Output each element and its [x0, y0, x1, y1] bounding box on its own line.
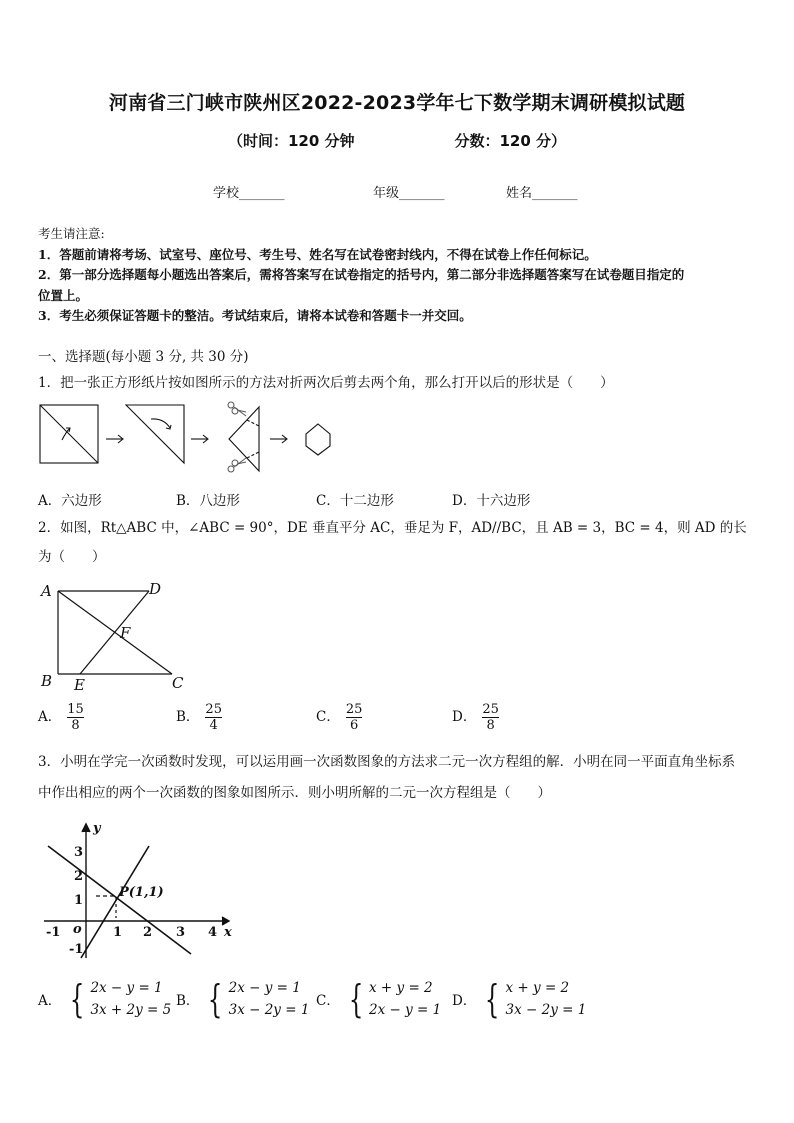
label-b: B [41, 672, 53, 690]
q3-option-d: D． { x + y = 2 3x − 2y = 1 [452, 977, 587, 1021]
q3-stem-line1: 3．小明在学完一次函数时发现，可以运用画一次函数图象的方法求二元一次方程组的解．小明在同一平面直角坐标系 [38, 754, 736, 770]
x-tick-neg1: -1 [46, 925, 61, 940]
folded-triangle [126, 405, 184, 463]
x-tick-1: 1 [113, 925, 123, 940]
q1-stem: 1．把一张正方形纸片按如图所示的方法对折两次后剪去两个角，那么打开以后的形状是（ ） [38, 375, 614, 391]
label-f: F [120, 624, 131, 642]
line-pos-slope [81, 846, 149, 958]
label-c: C [172, 674, 184, 692]
school-field: 学校_______ [213, 186, 285, 201]
notice-item-2-cont: 位置上。 [38, 287, 89, 303]
q3-stem [38, 747, 760, 809]
y-tick-2: 2 [74, 869, 84, 884]
q2-option-a: A． $\frac{15}{8}$ [38, 702, 84, 733]
q3-option-c: C． { x + y = 2 2x − y = 1 [316, 977, 442, 1021]
y-axis-label: y [93, 821, 101, 836]
q2-option-c: C． $\frac{25}{6}$ [316, 702, 363, 733]
q1-option-d: D．十六边形 [452, 493, 531, 509]
label-e: E [74, 676, 85, 694]
q1-folding-figure [36, 398, 346, 478]
grade-field: 年级_______ [373, 186, 445, 201]
notice-block [38, 224, 758, 327]
q3-stem-line2: 中作出相应的两个一次函数的图象如图所示．则小明所解的二元一次方程组是（ ） [38, 785, 551, 801]
y-tick-1: 1 [74, 893, 84, 908]
q3-option-a: A． { 2x − y = 1 3x + 2y = 5 [38, 977, 172, 1021]
label-d: D [149, 580, 162, 598]
notice-heading: 考生请注意: [38, 226, 105, 241]
scissors-icon-top [228, 402, 246, 416]
q2-triangle-figure [36, 578, 196, 696]
result-shape [306, 424, 330, 455]
notice-item-1: 1．答题前请将考场、试室号、座位号、考生号、姓名写在试卷密封线内，不得在试卷上作任何标记。 [38, 246, 597, 262]
x-tick-3: 3 [176, 925, 186, 940]
name-field: 姓名_______ [506, 186, 578, 201]
x-tick-2: 2 [143, 925, 153, 940]
y-tick-neg1: -1 [69, 942, 84, 957]
q3-option-b: B． { 2x − y = 1 3x − 2y = 1 [176, 977, 310, 1021]
exam-time-score [0, 130, 794, 151]
notice-item-2: 2．第一部分选择题每小题选出答案后，需将答案写在试卷指定的括号内，第二部分非选择题答案写在试卷题目指定的 [38, 267, 685, 282]
time-label: （时间：120 分钟 [227, 132, 355, 150]
x-tick-4: 4 [208, 925, 218, 940]
q3-function-graph [36, 818, 236, 963]
x-axis-label: x [224, 925, 232, 940]
y-tick-3: 3 [74, 845, 84, 860]
q1-option-a: A．六边形 [38, 493, 102, 509]
notice-item-3: 3．考生必须保证答题卡的整洁。考试结束后，请将本试卷和答题卡一并交回。 [38, 308, 472, 323]
q2-option-b: B． $\frac{25}{4}$ [176, 702, 222, 733]
point-p-label: P(1,1) [119, 885, 164, 900]
q1-option-b: B．八边形 [176, 493, 240, 509]
q2-option-d: D． $\frac{25}{8}$ [452, 702, 499, 733]
q2-stem-line2: 为（ ） [38, 549, 106, 565]
q2-stem-line1: 2．如图，Rt△ABC 中，∠ABC = 90°，DE 垂直平分 AC，垂足为 F，AD//BC，且 AB = 3，BC = 4，则 AD 的长 [38, 520, 747, 536]
score-label: 分数：120 分） [454, 132, 567, 150]
label-a: A [41, 582, 52, 600]
origin-label: o [73, 922, 82, 937]
q1-option-c: C．十二边形 [316, 493, 394, 509]
scissors-icon-bottom [228, 458, 246, 472]
q2-stem [38, 518, 760, 567]
twice-folded-triangle [229, 407, 259, 471]
page-title: 河南省三门峡市陕州区2022-2023学年七下数学期末调研模拟试题 [108, 92, 686, 114]
section-heading: 一、选择题(每小题 3 分, 共 30 分) [38, 349, 249, 365]
